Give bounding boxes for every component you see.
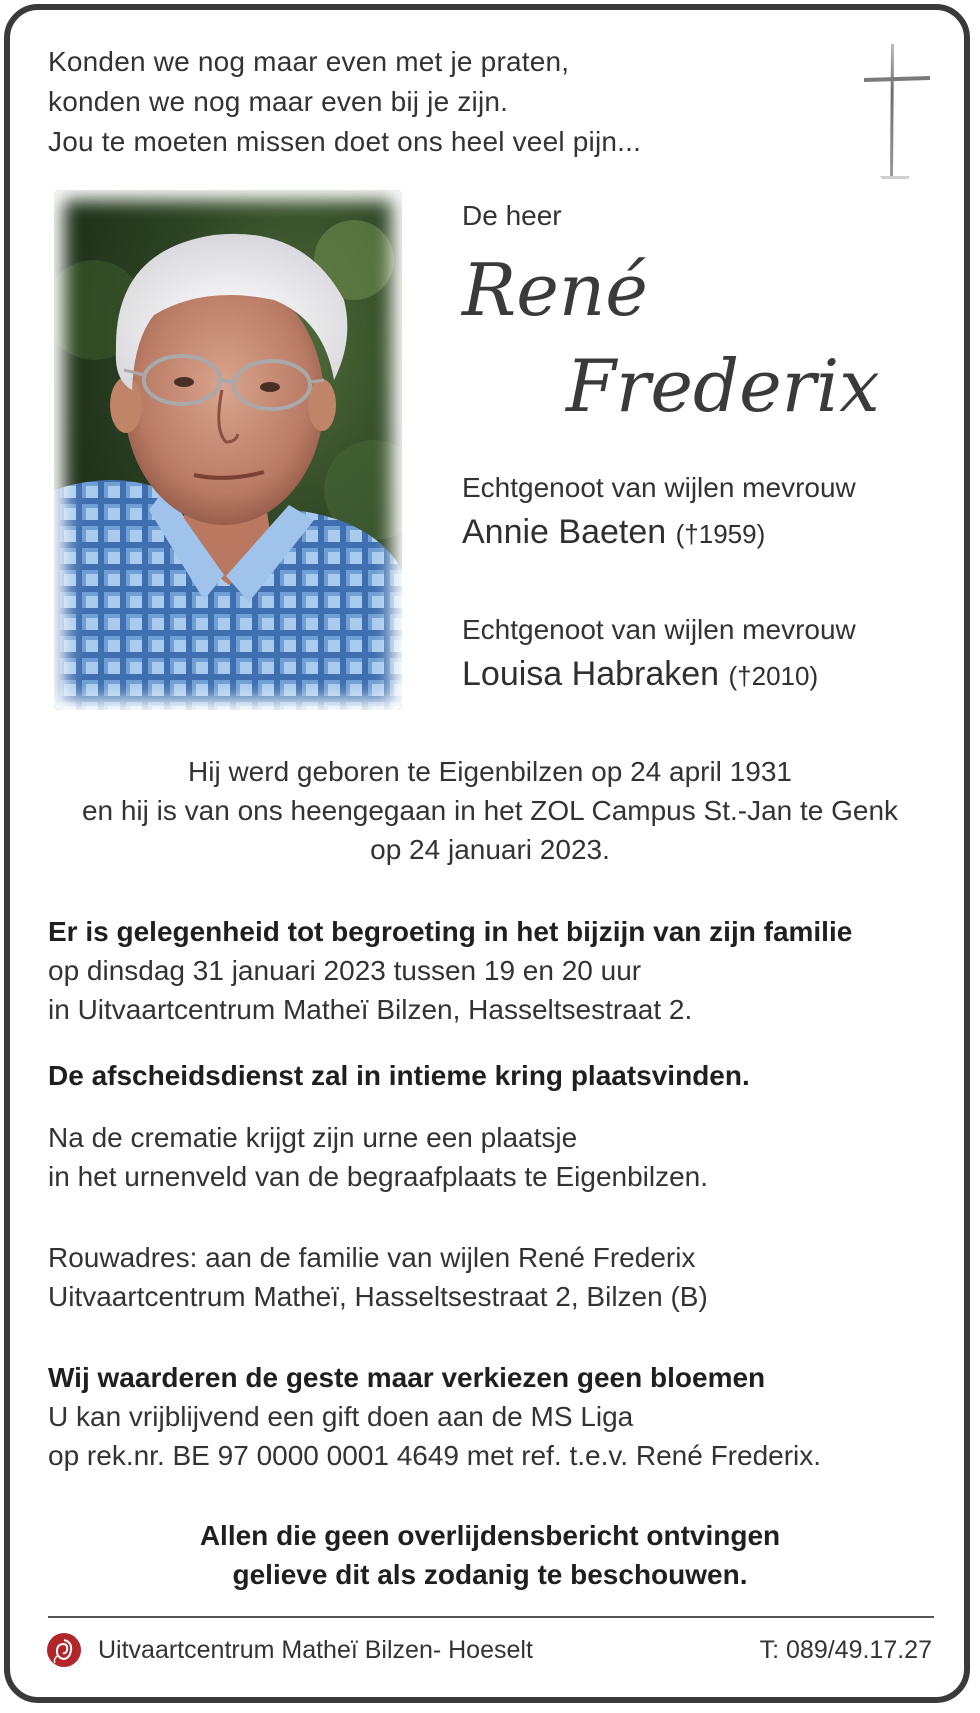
visitation-heading: Er is gelegenheid tot begroeting in het bijzijn van zijn familie <box>48 916 853 947</box>
donation-info <box>48 1358 948 1475</box>
deceased-last-name: Frederix <box>566 344 880 428</box>
visitation-line: in Uitvaartcentrum Matheï Bilzen, Hasseltsestraat 2. <box>48 994 693 1025</box>
poem <box>48 42 641 162</box>
spouse-death-year: (†2010) <box>728 661 819 691</box>
spouse-label: Echtgenoot van wijlen mevrouw <box>462 614 856 645</box>
donation-line: op rek.nr. BE 97 0000 0001 4649 met ref. t.e.v. René Frederix. <box>48 1440 822 1471</box>
cremation-info <box>48 1118 948 1196</box>
poem-line: Jou te moeten missen doet ons heel veel pijn... <box>48 126 642 157</box>
spouse-name: Annie Baeten <box>462 513 667 551</box>
address-label: Rouwadres: <box>48 1242 198 1273</box>
life-info <box>40 752 940 869</box>
spouse-entry <box>462 468 856 558</box>
closing-line: gelieve dit als zodanig te beschouwen. <box>232 1559 748 1590</box>
footer-phone: T: 089/49.17.27 <box>759 1636 932 1664</box>
poem-line: Konden we nog maar even met je praten, <box>48 46 570 77</box>
donation-heading: Wij waarderen de geste maar verkiezen geen bloemen <box>48 1362 766 1393</box>
deceased-first-name: René <box>462 248 648 332</box>
service-info <box>48 1056 948 1095</box>
footer-company: Uitvaartcentrum Matheï Bilzen- Hoeselt <box>98 1636 533 1664</box>
service-text: De afscheidsdienst zal in intieme kring plaatsvinden. <box>48 1060 750 1091</box>
life-line: Hij werd geboren te Eigenbilzen op 24 april 1931 <box>188 756 792 787</box>
closing-note <box>40 1516 940 1594</box>
name-block <box>462 200 562 232</box>
footer-divider <box>48 1616 934 1618</box>
life-line: en hij is van ons heengegaan in het ZOL Campus St.-Jan te Genk <box>81 795 899 826</box>
closing-line: Allen die geen overlijdensbericht ontvingen <box>199 1520 781 1551</box>
rose-logo-icon <box>46 1632 82 1668</box>
portrait-photo <box>54 190 402 710</box>
cremation-line: Na de crematie krijgt zijn urne een plaatsje <box>48 1122 578 1153</box>
cross-icon <box>858 40 938 180</box>
mourning-address <box>48 1238 948 1316</box>
address-line: aan de familie van wijlen René Frederix <box>197 1242 696 1273</box>
address-line: Uitvaartcentrum Matheï, Hasseltsestraat 2, Bilzen (B) <box>48 1281 708 1312</box>
visitation-info <box>48 912 948 1029</box>
spouse-entry <box>462 610 856 700</box>
visitation-line: op dinsdag 31 januari 2023 tussen 19 en 20 uur <box>48 955 642 986</box>
life-line: op 24 januari 2023. <box>370 834 610 865</box>
spouse-label: Echtgenoot van wijlen mevrouw <box>462 472 856 503</box>
spouse-name: Louisa Habraken <box>462 655 720 693</box>
donation-line: U kan vrijblijvend een gift doen aan de MS Liga <box>48 1401 634 1432</box>
honorific: De heer <box>462 200 562 231</box>
poem-line: konden we nog maar even bij je zijn. <box>48 86 509 117</box>
spouse-death-year: (†1959) <box>675 519 766 549</box>
portrait-illustration <box>54 190 402 710</box>
cremation-line: in het urnenveld van de begraafplaats te Eigenbilzen. <box>48 1161 709 1192</box>
